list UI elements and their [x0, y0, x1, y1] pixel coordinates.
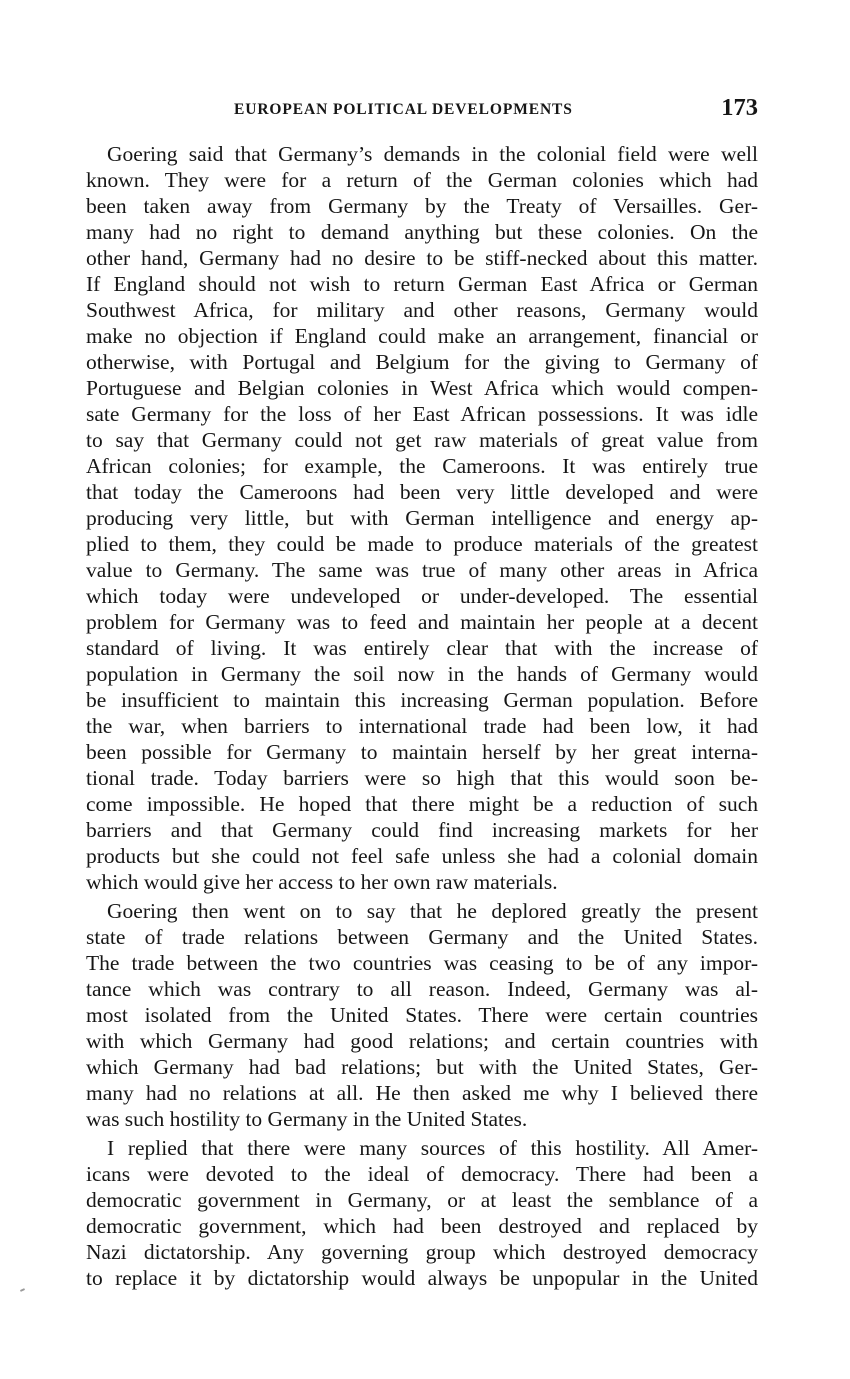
text-line: Goering then went on to say that he deplored greatly the present — [107, 899, 758, 923]
text-line: otherwise, with Portugal and Belgium for the giving to Germany of — [86, 350, 758, 374]
text-line: been possible for Germany to maintain herself by her great interna- — [86, 740, 758, 764]
text-line: Southwest Africa, for military and other reasons, Germany would — [86, 298, 758, 322]
text-line: problem for Germany was to feed and maintain her people at a decent — [86, 610, 758, 634]
text-line: standard of living. It was entirely clear that with the increase of — [86, 636, 758, 660]
text-line: to replace it by dictatorship would always be unpopular in the United — [86, 1266, 758, 1290]
text-line: been taken away from Germany by the Treaty of Versailles. Ger- — [86, 194, 758, 218]
paragraph-2 — [86, 898, 758, 1132]
text-line: most isolated from the United States. There were certain countries — [86, 1003, 758, 1027]
running-title: EUROPEAN POLITICAL DEVELOPMENTS — [234, 101, 573, 118]
text-line: many had no relations at all. He then asked me why I believed there — [86, 1081, 758, 1105]
text-line: make no objection if England could make an arrangement, financial or — [86, 324, 758, 348]
paragraph-1 — [86, 141, 758, 895]
text-line: plied to them, they could be made to produce materials of the greatest — [86, 532, 758, 556]
text-line: sate Germany for the loss of her East African possessions. It was idle — [86, 402, 758, 426]
text-line: which would give her access to her own raw materials. — [86, 870, 558, 894]
text-line: which today were undeveloped or under-developed. The essential — [86, 584, 758, 608]
text-line: I replied that there were many sources of this hostility. All Amer- — [107, 1136, 758, 1160]
text-line: The trade between the two countries was ceasing to be of any impor- — [86, 951, 758, 975]
page-number: 173 — [721, 94, 758, 121]
text-line: with which Germany had good relations; and certain countries with — [86, 1029, 758, 1053]
text-line: which Germany had bad relations; but with the United States, Ger- — [86, 1055, 758, 1079]
text-line: many had no right to demand anything but these colonies. On the — [86, 220, 758, 244]
scan-speck — [20, 1288, 25, 1292]
text-line: democratic government in Germany, or at least the semblance of a — [86, 1188, 758, 1212]
text-line: barriers and that Germany could find increasing markets for her — [86, 818, 758, 842]
text-line: that today the Cameroons had been very little developed and were — [86, 480, 758, 504]
text-line: state of trade relations between Germany and the United States. — [86, 925, 758, 949]
text-line: known. They were for a return of the German colonies which had — [86, 168, 758, 192]
body-text — [86, 141, 758, 1291]
text-line: population in Germany the soil now in the hands of Germany would — [86, 662, 758, 686]
text-line: democratic government, which had been destroyed and replaced by — [86, 1214, 758, 1238]
text-line: Portuguese and Belgian colonies in West Africa which would compen- — [86, 376, 758, 400]
text-line: producing very little, but with German intelligence and energy ap- — [86, 506, 758, 530]
paragraph-3 — [86, 1135, 758, 1291]
text-line: be insufficient to maintain this increasing German population. Before — [86, 688, 758, 712]
text-line: If England should not wish to return German East Africa or German — [86, 272, 758, 296]
text-line: Nazi dictatorship. Any governing group which destroyed democracy — [86, 1240, 758, 1264]
text-line: Goering said that Germany’s demands in the colonial field were well — [107, 142, 758, 166]
text-line: come impossible. He hoped that there might be a reduction of such — [86, 792, 758, 816]
text-line: other hand, Germany had no desire to be stiff-necked about this matter. — [86, 246, 758, 270]
text-line: tional trade. Today barriers were so high that this would soon be- — [86, 766, 758, 790]
text-line: the war, when barriers to international trade had been low, it had — [86, 714, 758, 738]
text-line: to say that Germany could not get raw materials of great value from — [86, 428, 758, 452]
text-line: products but she could not feel safe unless she had a colonial domain — [86, 844, 758, 868]
text-line: African colonies; for example, the Cameroons. It was entirely true — [86, 454, 758, 478]
running-head — [86, 94, 758, 124]
text-line: value to Germany. The same was true of many other areas in Africa — [86, 558, 758, 582]
text-line: icans were devoted to the ideal of democracy. There had been a — [86, 1162, 758, 1186]
text-line: tance which was contrary to all reason. Indeed, Germany was al- — [86, 977, 758, 1001]
text-line: was such hostility to Germany in the United States. — [86, 1107, 528, 1131]
